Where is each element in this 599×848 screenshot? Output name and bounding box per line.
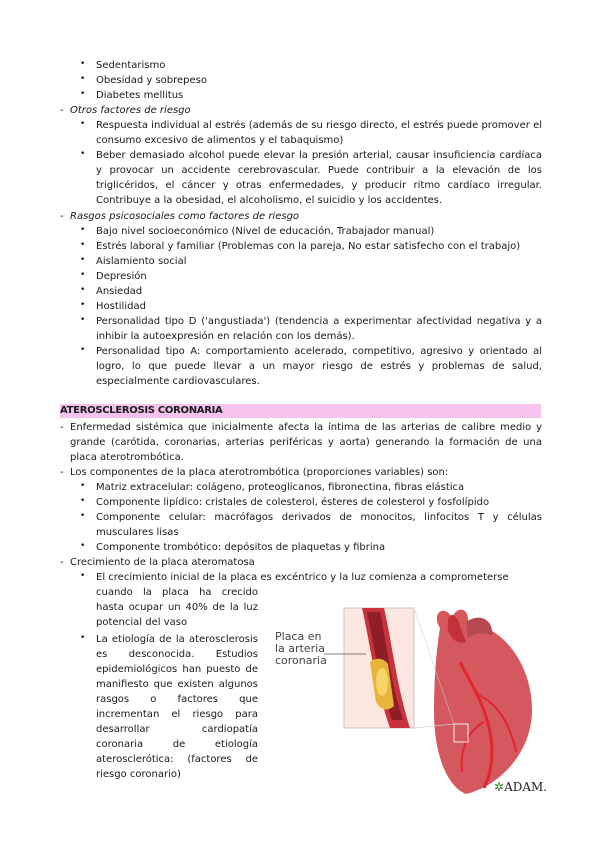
list-item: • Ansiedad [80,285,143,297]
rasgos-section [60,209,542,389]
list-item: • Estrés laboral y familiar (Problemas con la pareja, No estar satisfecho con el trabajo) [80,240,521,252]
list-item: • Componente trombótico: depósitos de plaquetas y fibrina [80,541,386,553]
list-item: • Personalidad tipo D ('angustiada') (tendencia a experimentar afectividad negativa y a inhibir la autoexpresión en relación con los demás). [80,315,542,342]
list-item: • Componente celular: macrófagos derivados de monocitos, linfocitos T y células musculares lisas [80,511,542,538]
section-subheading: - Rasgos psicosociales como factores de riesgo [60,211,300,222]
list-item: • Bajo nivel socioeconómico (Nivel de educación, Trabajador manual) [80,225,435,237]
definition-paragraph: - Enfermedad sistémica que inicialmente afecta la íntima de las arterias de calibre medio y grande (carótida, coronarias, arterias periféricas y aorta) generando la formación de una placa aterotrombótica. [60,422,542,463]
list-item: • Beber demasiado alcohol puede elevar la presión arterial, causar insuficiencia cardíaca y provocar un accidente cerebrovascular. Puede contribuir a la elevación de los triglicéridos, el cáncer y otras enfermedades, y producir ritmo cardíaco irregular. Contribuye a la obesidad, el alcoholismo, el suicidio y los accidentes. [80,149,542,206]
growth-heading: - Crecimiento de la placa ateromatosa [60,557,255,568]
illustration-caption: Placa en la arteria coronaria [275,630,327,667]
list-item: • Obesidad y sobrepeso [80,74,208,86]
list-item: • Respuesta individual al estrés (además de su riesgo directo, el estrés puede promover el consumo excesivo de alimentos y el tabaquismo) [80,119,542,146]
list-item: • Componente lipídico: cristales de colesterol, ésteres de colesterol y fosfolípido [80,496,490,508]
components-heading: - Los componentes de la placa aterotrombótica (proporciones variables) son: [60,467,449,478]
list-item: • Aislamiento social [80,255,187,267]
list-item: • Diabetes mellitus [80,89,184,101]
leaf-icon: ✲ [494,780,505,794]
list-item: • El crecimiento inicial de la placa es excéntrico y la luz comienza a comprometerse [80,571,509,583]
list-item: • Matriz extracelular: colágeno, proteoglicanos, fibronectina, fibras elástica [80,481,465,493]
section-title: ATEROSCLEROSIS CORONARIA [60,404,541,418]
section-subheading: - Otros factores de riesgo [60,105,191,116]
list-item: • Depresión [80,270,147,282]
growth-bullets-narrow [80,585,258,782]
adam-logo: ✲ADAM. [494,780,548,794]
aterosclerosis-body [60,420,542,570]
risk-list-top [80,58,542,103]
list-item-continued: cuando la placa ha crecido hasta ocupar un 40% de la luz potencial del vaso [96,587,258,628]
list-item: • Hostilidad [80,300,146,312]
list-item: • Sedentarismo [80,59,166,71]
list-item: • Personalidad tipo A: comportamiento acelerado, competitivo, agresivo y orientado al logro, lo que puede llevar a un mayor riesgo de estrés y problemas de salud, especialmente cardiovasculares. [80,345,542,387]
list-item: • La etiología de la aterosclerosis es desconocida. Estudios epidemiológicos han puesto de manifiesto que existen algunos rasgos o factores que incrementan el riesgo para desarrollar cardiopatía coronaria de etiología aterosclerótica: (factores de riesgo coronario) [80,633,258,780]
otros-factores-section [60,103,542,208]
growth-bullets [80,570,542,585]
